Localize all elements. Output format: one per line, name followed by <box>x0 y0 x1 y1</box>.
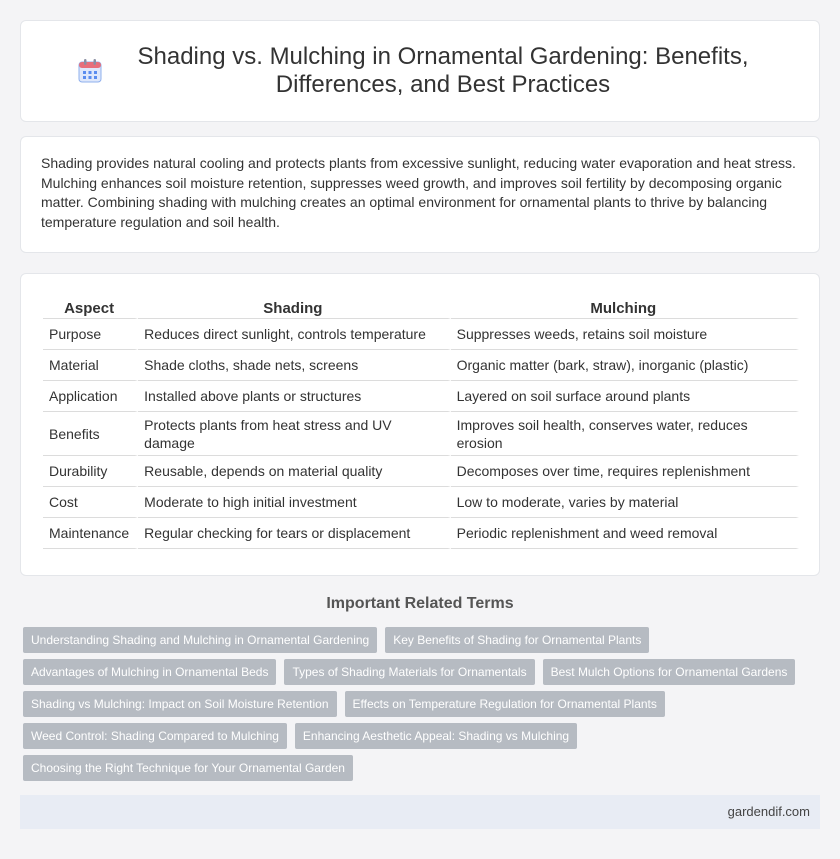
table-row <box>43 456 799 487</box>
comparison-table <box>43 295 799 549</box>
table-cell: Low to moderate, varies by material <box>451 487 799 518</box>
table-row <box>43 412 799 456</box>
header-card <box>20 20 820 122</box>
comparison-table-card <box>20 273 820 576</box>
table-cell: Installed above plants or structures <box>138 381 450 412</box>
related-term-tag[interactable]: Understanding Shading and Mulching in Ornamental Gardening <box>23 627 377 653</box>
table-cell: Cost <box>43 487 138 518</box>
intro-paragraph: Shading provides natural cooling and protects plants from excessive sunlight, reducing water evaporation and heat stress. Mulching enhances soil moisture retention, suppresses weed growth, and improves soil fertility by decomposing organic matter. Combining shading with mulching creates an optimal environment for ornamental plants to thrive by balancing temperature regulation and soil health. <box>41 155 796 230</box>
table-row <box>43 350 799 381</box>
table-cell: Durability <box>43 456 138 487</box>
table-cell: Periodic replenishment and weed removal <box>451 518 799 549</box>
table-cell: Maintenance <box>43 518 138 549</box>
column-header-shading: Shading <box>138 295 450 319</box>
table-row <box>43 319 799 350</box>
table-cell: Benefits <box>43 412 138 456</box>
table-header-row <box>43 295 799 319</box>
calendar-icon <box>77 58 103 84</box>
table-row <box>43 487 799 518</box>
table-row <box>43 518 799 549</box>
related-term-tag[interactable]: Shading vs Mulching: Impact on Soil Moisture Retention <box>23 691 337 717</box>
related-term-tag[interactable]: Enhancing Aesthetic Appeal: Shading vs Mulching <box>295 723 577 749</box>
related-term-tag[interactable]: Weed Control: Shading Compared to Mulching <box>23 723 287 749</box>
table-cell: Purpose <box>43 319 138 350</box>
table-cell: Organic matter (bark, straw), inorganic (plastic) <box>451 350 799 381</box>
table-cell: Reduces direct sunlight, controls temperature <box>138 319 450 350</box>
table-cell: Moderate to high initial investment <box>138 487 450 518</box>
footer <box>20 795 820 829</box>
table-cell: Decomposes over time, requires replenishment <box>451 456 799 487</box>
related-terms-heading: Important Related Terms <box>326 595 514 612</box>
table-cell: Reusable, depends on material quality <box>138 456 450 487</box>
column-header-aspect: Aspect <box>43 295 138 319</box>
table-row <box>43 381 799 412</box>
table-cell: Shade cloths, shade nets, screens <box>138 350 450 381</box>
related-terms-list <box>23 627 823 781</box>
related-term-tag[interactable]: Best Mulch Options for Ornamental Gardens <box>543 659 796 685</box>
related-term-tag[interactable]: Types of Shading Materials for Ornamentals <box>284 659 534 685</box>
table-cell: Regular checking for tears or displacement <box>138 518 450 549</box>
page-title: Shading vs. Mulching in Ornamental Gardening: Benefits, Differences, and Best Practices <box>137 43 749 98</box>
table-cell: Protects plants from heat stress and UV damage <box>138 412 450 456</box>
related-term-tag[interactable]: Advantages of Mulching in Ornamental Beds <box>23 659 276 685</box>
related-term-tag[interactable]: Choosing the Right Technique for Your Ornamental Garden <box>23 755 353 781</box>
table-cell: Suppresses weeds, retains soil moisture <box>451 319 799 350</box>
related-term-tag[interactable]: Effects on Temperature Regulation for Ornamental Plants <box>345 691 665 717</box>
header <box>37 43 803 99</box>
table-cell: Improves soil health, conserves water, reduces erosion <box>451 412 799 456</box>
table-cell: Layered on soil surface around plants <box>451 381 799 412</box>
column-header-mulching: Mulching <box>451 295 799 319</box>
intro-card <box>20 136 820 253</box>
table-cell: Material <box>43 350 138 381</box>
related-term-tag[interactable]: Key Benefits of Shading for Ornamental Plants <box>385 627 649 653</box>
table-cell: Application <box>43 381 138 412</box>
footer-site-link[interactable]: gardendif.com <box>727 804 810 819</box>
